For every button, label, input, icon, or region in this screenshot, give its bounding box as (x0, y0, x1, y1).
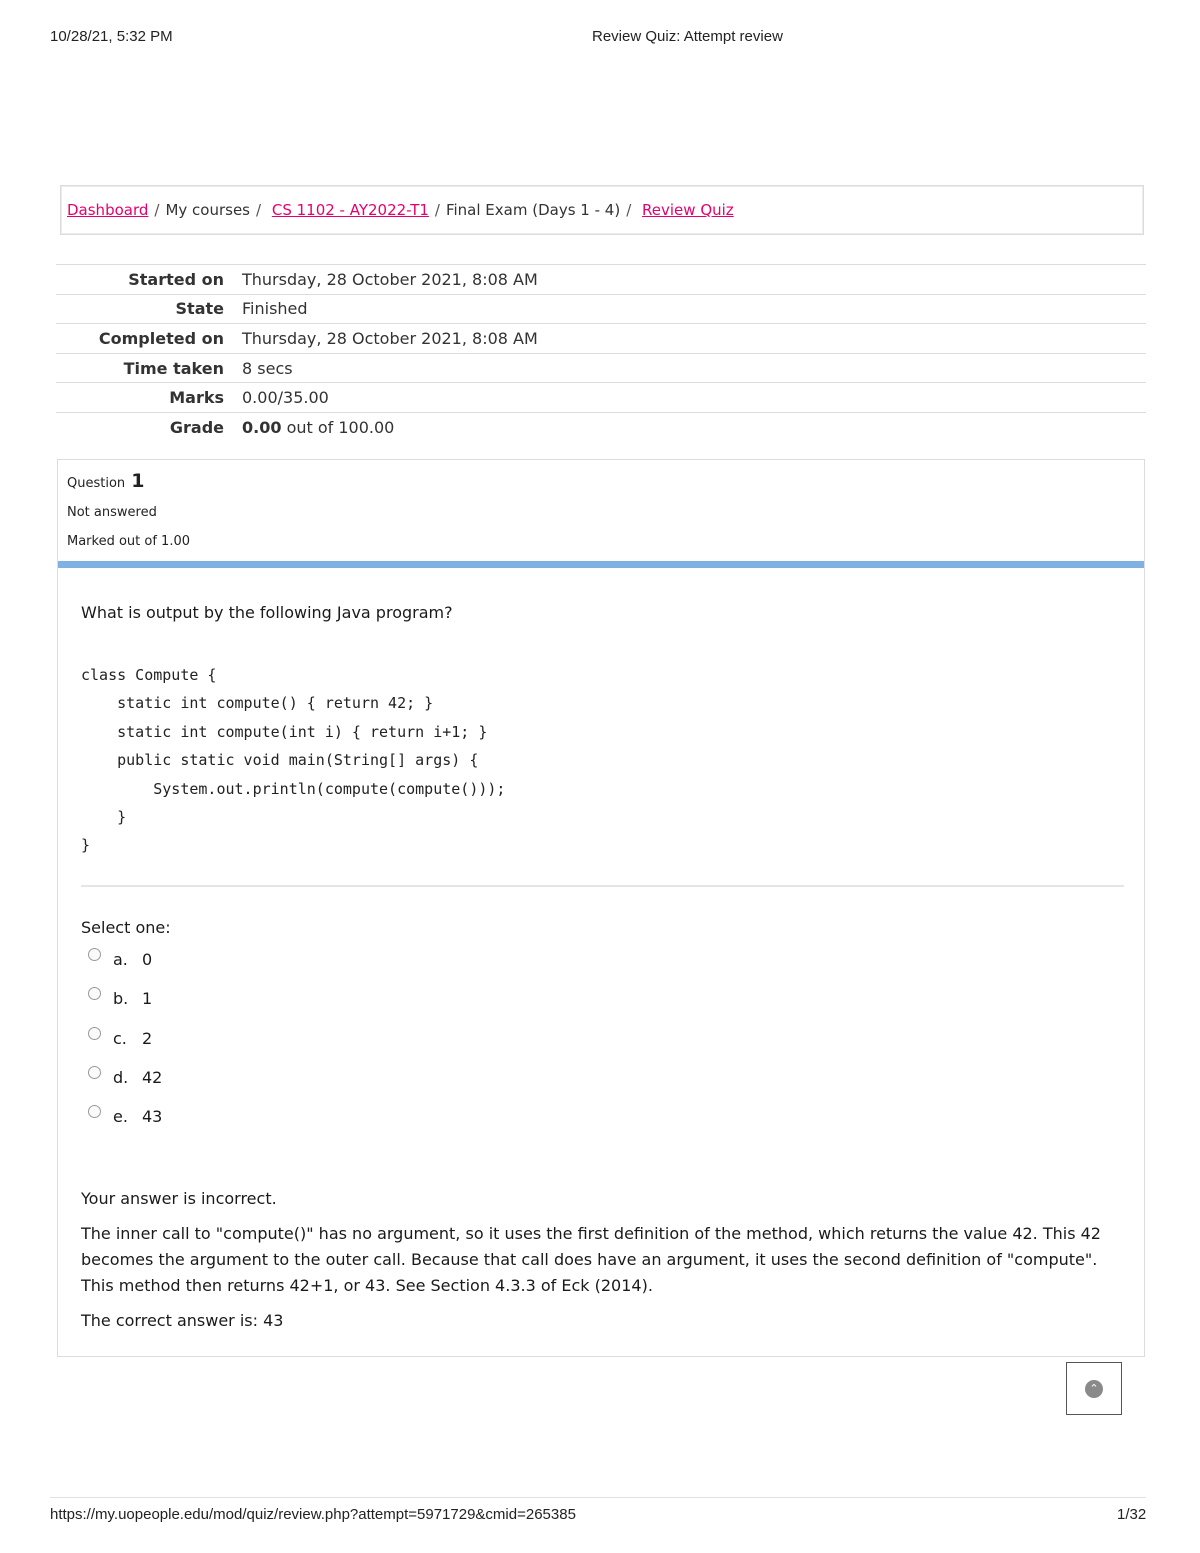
summary-row-time-taken (56, 353, 1146, 383)
summary-label: Completed on (98, 328, 224, 348)
print-footer-url: https://my.uopeople.edu/mod/quiz/review.php?attempt=5971729&cmid=265385 (50, 1506, 576, 1523)
radio-button[interactable] (88, 1027, 101, 1040)
breadcrumb-course-link[interactable]: CS 1102 - AY2022-T1 (271, 201, 429, 219)
radio-button[interactable] (88, 1066, 101, 1079)
summary-value: Thursday, 28 October 2021, 8:08 AM (242, 328, 538, 348)
breadcrumb (67, 201, 734, 219)
option-letter: e. (113, 1107, 128, 1126)
print-page-title: Review Quiz: Attempt review (592, 28, 783, 45)
question-state: Not answered (67, 505, 157, 520)
print-datetime: 10/28/21, 5:32 PM (50, 28, 173, 45)
option-value: 2 (142, 1029, 153, 1048)
option-letter: a. (113, 950, 128, 969)
summary-value: Finished (242, 299, 308, 319)
radio-button[interactable] (88, 948, 101, 961)
breadcrumb-separator: / (626, 201, 632, 219)
summary-value: 0.00/35.00 (242, 388, 329, 408)
summary-label: Time taken (123, 358, 224, 378)
option-letter: c. (113, 1029, 127, 1048)
breadcrumb-separator: / (154, 201, 160, 219)
option-value: 0 (142, 950, 153, 969)
option-value: 1 (142, 989, 153, 1008)
summary-label: Started on (128, 269, 224, 289)
chevron-up-icon: ⌃ (1085, 1380, 1103, 1398)
summary-row-completed (56, 324, 1146, 354)
feedback-correct-answer: The correct answer is: 43 (81, 1311, 284, 1330)
divider (81, 885, 1124, 887)
radio-button[interactable] (88, 987, 101, 1000)
summary-grade-value (242, 412, 1146, 442)
question-number (67, 470, 145, 492)
grade-suffix: out of 100.00 (286, 418, 395, 438)
summary-row-state (56, 294, 1146, 324)
print-footer-page: 1/32 (1117, 1506, 1147, 1523)
question-feedback (57, 1171, 1145, 1357)
breadcrumb-separator: / (256, 201, 262, 219)
summary-label: State (175, 299, 224, 319)
summary-row-started (56, 265, 1146, 295)
question-label: Question (67, 476, 126, 491)
summary-value: 8 secs (242, 358, 293, 378)
option-letter: b. (113, 989, 129, 1008)
feedback-result: Your answer is incorrect. (81, 1189, 277, 1208)
breadcrumb-separator: / (434, 201, 440, 219)
question-marked-out-of: Marked out of 1.00 (67, 534, 191, 549)
grade-score: 0.00 (242, 418, 282, 438)
feedback-explanation: The inner call to "compute()" has no argument, so it uses the first definition of the method, which returns the value 42. This 42 becomes the argument to the outer call. Because that call does have an argument, it uses the second definition of "compute". This method then returns 42+1, or 43. See Section 4.3.3 of Eck (2014). (81, 1224, 1101, 1295)
summary-row-grade (56, 412, 1146, 442)
breadcrumb-review-quiz-link[interactable]: Review Quiz (642, 201, 734, 219)
back-to-top-button[interactable] (1066, 1362, 1122, 1415)
summary-label: Grade (169, 418, 224, 438)
select-one-prompt: Select one: (81, 918, 171, 937)
question-info (57, 459, 1145, 565)
print-header (0, 28, 1200, 50)
question-accent-bar (58, 561, 1144, 568)
option-value: 42 (142, 1068, 163, 1087)
summary-label: Marks (169, 388, 224, 408)
footer-divider (50, 1497, 1146, 1498)
breadcrumb-final-exam: Final Exam (Days 1 - 4) (445, 201, 621, 219)
summary-row-marks (56, 383, 1146, 413)
question-number-value: 1 (131, 470, 145, 492)
option-value: 43 (142, 1107, 163, 1126)
attempt-summary-table (56, 264, 1146, 442)
question-text: What is output by the following Java program? (81, 603, 453, 622)
breadcrumb-my-courses: My courses (165, 201, 250, 219)
code-block: class Compute { static int compute() { return 42; } static int compute(int i) { return i+1; } public static void main(String[] args) { System.out.println(compute(compute())); } } (81, 666, 506, 855)
breadcrumb-container (60, 185, 1144, 235)
breadcrumb-dashboard-link[interactable]: Dashboard (67, 201, 149, 219)
summary-value: Thursday, 28 October 2021, 8:08 AM (242, 269, 538, 289)
question-content (57, 561, 1145, 1171)
option-letter: d. (113, 1068, 129, 1087)
radio-button[interactable] (88, 1105, 101, 1118)
